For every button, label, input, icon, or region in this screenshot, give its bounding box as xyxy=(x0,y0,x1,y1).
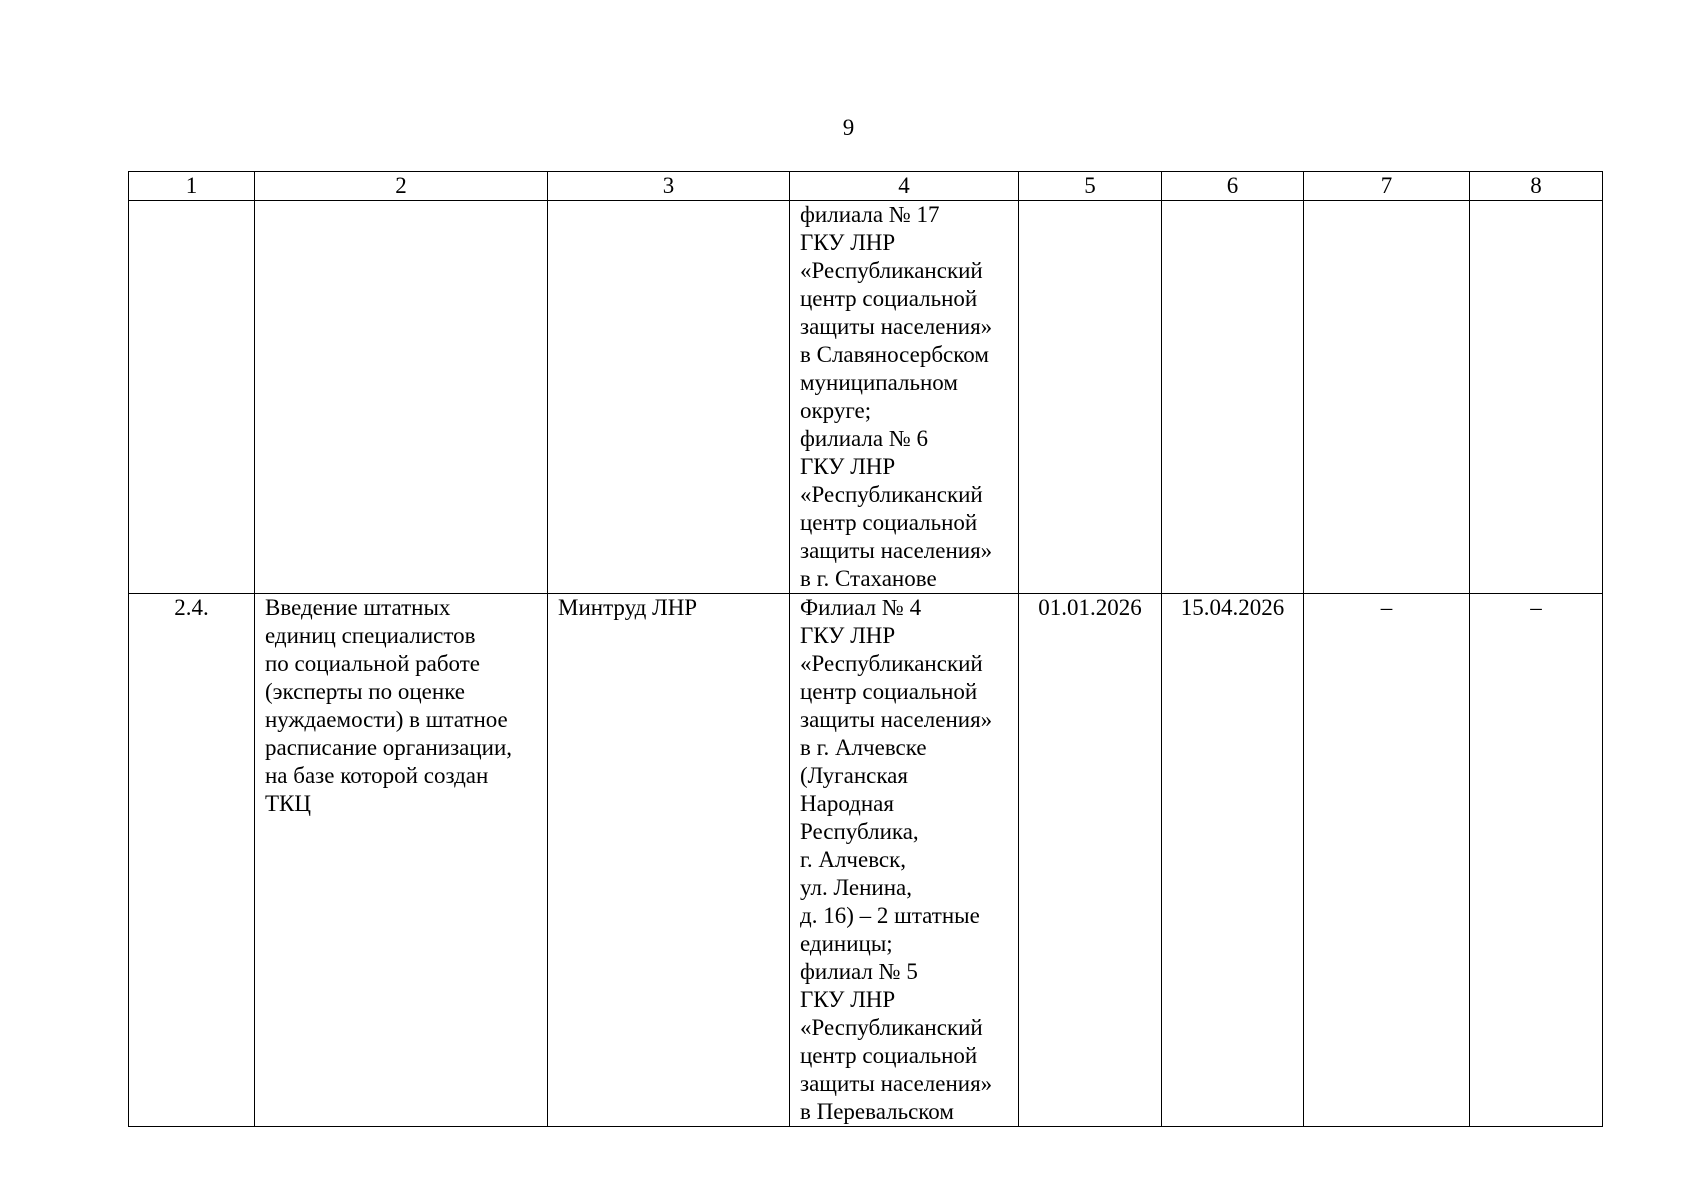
text-line: (Луганская xyxy=(800,763,908,788)
text-line: Народная xyxy=(800,791,894,816)
cell-executor xyxy=(548,594,790,1127)
text-line: «Республиканский xyxy=(800,651,983,676)
text-line: Введение штатных xyxy=(265,595,451,620)
cell-number: 2.4. xyxy=(129,594,255,1127)
text-line: центр социальной xyxy=(800,286,978,311)
text-line: д. 16) – 2 штатные xyxy=(800,903,980,928)
text-line: ул. Ленина, xyxy=(800,875,913,900)
text-line: «Республиканский xyxy=(800,482,983,507)
text-line: в Славяносербском xyxy=(800,342,989,367)
text-line: расписание организации, xyxy=(265,735,513,760)
plan-table xyxy=(128,171,1603,1127)
cell-end-date: 15.04.2026 xyxy=(1162,594,1304,1127)
text-line: защиты населения» xyxy=(800,538,993,563)
text-line: единиц специалистов xyxy=(265,623,476,648)
cell-organizations xyxy=(790,201,1019,594)
text-line: «Республиканский xyxy=(800,1015,983,1040)
text-line: защиты населения» xyxy=(800,707,993,732)
text-line: ГКУ ЛНР xyxy=(800,623,896,648)
page-number: 9 xyxy=(842,115,855,140)
text-line: (эксперты по оценке xyxy=(265,679,466,704)
cell-start-date xyxy=(1019,201,1162,594)
cell-col8 xyxy=(1470,201,1603,594)
cell-description xyxy=(255,201,548,594)
column-number-header-row xyxy=(129,172,1603,201)
cell-executor xyxy=(548,201,790,594)
column-header-1: 1 xyxy=(129,172,255,201)
column-header-2: 2 xyxy=(255,172,548,201)
text-line: ТКЦ xyxy=(265,791,311,816)
cell-organizations xyxy=(790,594,1019,1127)
text-line: ГКУ ЛНР xyxy=(800,987,896,1012)
cell-col8: – xyxy=(1470,594,1603,1127)
column-header-7: 7 xyxy=(1304,172,1470,201)
text-line: центр социальной xyxy=(800,510,978,535)
text-line: «Республиканский xyxy=(800,258,983,283)
text-line: округе; xyxy=(800,398,872,423)
text-line: защиты населения» xyxy=(800,314,993,339)
text-line: центр социальной xyxy=(800,1043,978,1068)
text-line: Минтруд ЛНР xyxy=(558,595,698,620)
column-header-6: 6 xyxy=(1162,172,1304,201)
cell-description xyxy=(255,594,548,1127)
table-row-continuation xyxy=(129,201,1603,594)
text-line: в Перевальском xyxy=(800,1099,954,1124)
cell-col7 xyxy=(1304,201,1470,594)
text-line: по социальной работе xyxy=(265,651,480,676)
cell-start-date: 01.01.2026 xyxy=(1019,594,1162,1127)
text-line: ГКУ ЛНР xyxy=(800,454,896,479)
text-line: нуждаемости) в штатное xyxy=(265,707,508,732)
text-line: Филиал № 4 xyxy=(800,595,922,620)
column-header-8: 8 xyxy=(1470,172,1603,201)
column-header-5: 5 xyxy=(1019,172,1162,201)
cell-end-date xyxy=(1162,201,1304,594)
cell-col7: – xyxy=(1304,594,1470,1127)
column-header-4: 4 xyxy=(790,172,1019,201)
cell-number xyxy=(129,201,255,594)
column-header-3: 3 xyxy=(548,172,790,201)
text-line: филиала № 6 xyxy=(800,426,929,451)
text-line: в г. Стаханове xyxy=(800,566,937,591)
text-line: муниципальном xyxy=(800,370,958,395)
text-line: Республика, xyxy=(800,819,919,844)
text-line: центр социальной xyxy=(800,679,978,704)
text-line: защиты населения» xyxy=(800,1071,993,1096)
text-line: на базе которой создан xyxy=(265,763,489,788)
text-line: в г. Алчевске xyxy=(800,735,927,760)
text-line: г. Алчевск, xyxy=(800,847,907,872)
text-line: филиал № 5 xyxy=(800,959,918,984)
text-line: единицы; xyxy=(800,931,893,956)
text-line: филиала № 17 xyxy=(800,202,940,227)
table-row-2-4 xyxy=(129,594,1603,1127)
text-line: ГКУ ЛНР xyxy=(800,230,896,255)
